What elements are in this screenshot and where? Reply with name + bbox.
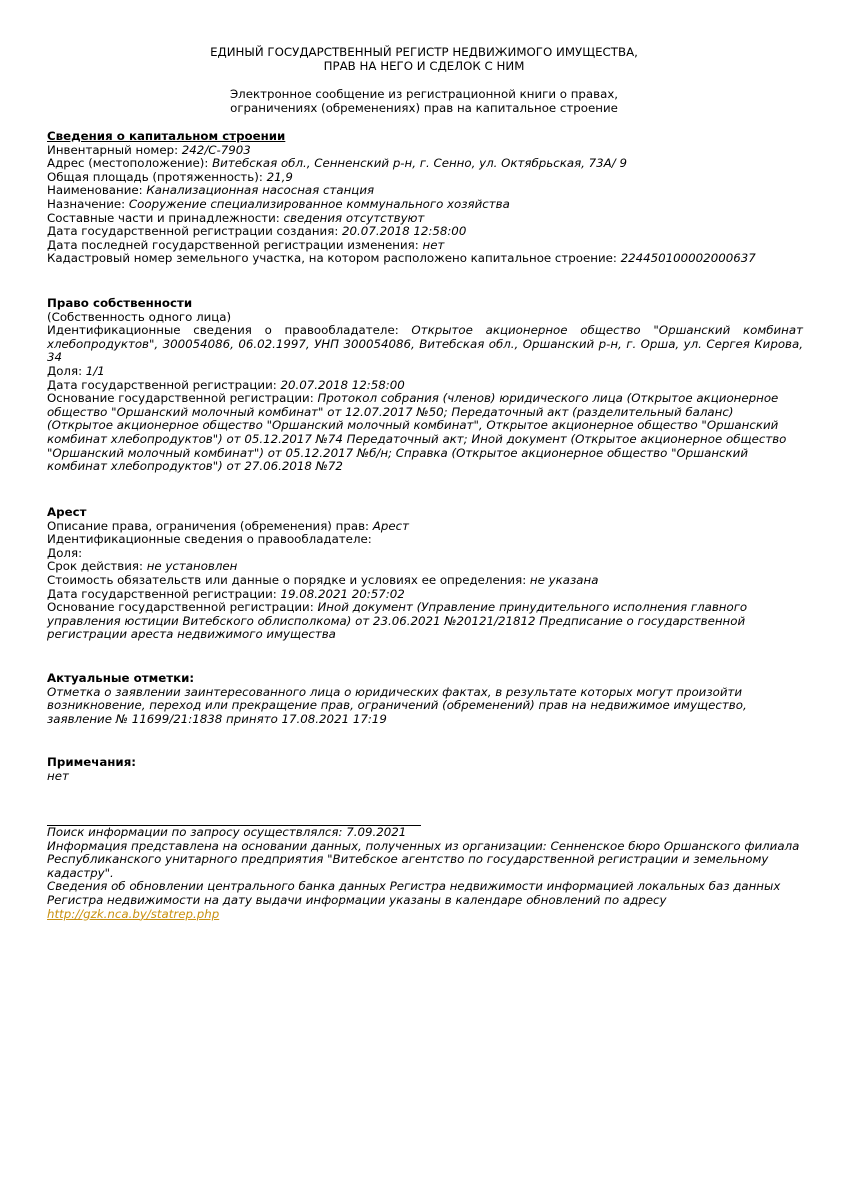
building-section-title: Сведения о капитальном строении bbox=[47, 129, 286, 143]
arrest-reg-date-label: Дата государственной регистрации: bbox=[47, 586, 281, 601]
created-label: Дата государственной регистрации создания: bbox=[47, 224, 343, 239]
building-section bbox=[47, 130, 803, 266]
changed-label: Дата последней государственной регистрации изменения: bbox=[47, 237, 423, 252]
arrest-cost-value: не указана bbox=[529, 572, 599, 587]
marks-section bbox=[47, 672, 803, 726]
message-subtitle bbox=[0, 88, 848, 115]
share-label: Доля: bbox=[47, 363, 86, 378]
cadastral-number bbox=[47, 252, 803, 266]
parts-label: Составные части и принадлежности: bbox=[47, 210, 284, 225]
created-value: 20.07.2018 12:58:00 bbox=[342, 224, 467, 239]
holder-label: Идентификационные сведения о правообладателе: bbox=[47, 323, 412, 338]
message-subtitle-line2: ограничениях (обременениях) прав на капитальное строение bbox=[230, 100, 618, 115]
arrest-desc-label: Описание права, ограничения (обременения) прав: bbox=[47, 518, 373, 533]
arrest-description bbox=[47, 520, 803, 534]
area-label: Общая площадь (протяженность): bbox=[47, 169, 267, 184]
basis-value: Протокол собрания (членов) юридического лица (Открытое акционерное общество "Оршанский молочный комбинат" от 12.07.2017 №50; Передаточный акт (разделительный баланс) (Открытое акционерное общество "Оршанский молочный комбинат", Открытое акционерное общество "Оршанский комбинат хлебопродуктов") от 05.12.2017 №74 Передаточный акт; Иной документ (Открытое акционерное общество "Оршанский молочный комбинат") от 05.12.2017 №б/н; Справка (Открытое акционерное общество "Оршанский комбинат хлебопродуктов") от 27.06.2018 №72 bbox=[47, 391, 787, 474]
search-info: Поиск информации по запросу осуществлялся: 7.09.2021 bbox=[47, 825, 407, 839]
ownership-basis bbox=[47, 392, 803, 474]
change-date bbox=[47, 239, 803, 253]
parts-value: сведения отсутствуют bbox=[283, 210, 425, 225]
arrest-term bbox=[47, 560, 803, 574]
address-value: Витебская обл., Сенненский р-н, г. Сенно, ул. Октябрьская, 73А/ 9 bbox=[212, 156, 627, 171]
arrest-desc-value: Арест bbox=[372, 518, 409, 533]
purpose-label: Назначение: bbox=[47, 196, 129, 211]
arrest-term-value: не установлен bbox=[146, 559, 238, 574]
name-label: Наименование: bbox=[47, 183, 147, 198]
reg-date-label: Дата государственной регистрации: bbox=[47, 377, 281, 392]
address bbox=[47, 157, 803, 171]
arrest-section-title: Арест bbox=[47, 505, 87, 519]
basis-label: Основание государственной регистрации: bbox=[47, 391, 318, 406]
arrest-cost bbox=[47, 574, 803, 588]
parts bbox=[47, 212, 803, 226]
inventory-value: 242/С-7903 bbox=[181, 142, 251, 157]
area-value: 21,9 bbox=[266, 169, 293, 184]
changed-value: нет bbox=[422, 237, 445, 252]
calendar-link[interactable]: http://gzk.nca.by/statrep.php bbox=[47, 906, 220, 921]
arrest-holder: Идентификационные сведения о правообладателе: bbox=[47, 532, 372, 547]
reg-date-value: 20.07.2018 12:58:00 bbox=[280, 377, 405, 392]
register-title-line1: ЕДИНЫЙ ГОСУДАРСТВЕННЫЙ РЕГИСТР НЕДВИЖИМОГО ИМУЩЕСТВА, bbox=[210, 45, 638, 59]
cadastral-label: Кадастровый номер земельного участка, на котором расположено капитальное строение: bbox=[47, 251, 621, 266]
arrest-reg-date-value: 19.08.2021 20:57:02 bbox=[280, 586, 405, 601]
holder-value: Открытое акционерное общество "Оршанский комбинат хлебопродуктов", 300054086, 06.02.1997, УНП 300054086, Витебская обл., Оршанский р-н, г. Орша, ул. Сергея Кирова, 34 bbox=[47, 323, 803, 365]
arrest-basis bbox=[47, 601, 803, 642]
notes-section-title: Примечания: bbox=[47, 755, 136, 769]
marks-section-title: Актуальные отметки: bbox=[47, 671, 195, 685]
arrest-reg-date bbox=[47, 588, 803, 602]
inventory-label: Инвентарный номер: bbox=[47, 142, 182, 157]
arrest-section bbox=[47, 506, 803, 642]
building-name bbox=[47, 184, 803, 198]
notes-section bbox=[47, 756, 803, 783]
ownership-section bbox=[47, 297, 803, 474]
footer bbox=[47, 826, 803, 921]
address-label: Адрес (местоположение): bbox=[47, 156, 213, 171]
area bbox=[47, 171, 803, 185]
register-title bbox=[0, 46, 848, 73]
arrest-cost-label: Стоимость обязательств или данные о порядке и условиях ее определения: bbox=[47, 572, 530, 587]
arrest-share: Доля: bbox=[47, 545, 83, 560]
arrest-basis-label: Основание государственной регистрации: bbox=[47, 600, 318, 615]
cadastral-value: 224450100002000637 bbox=[620, 251, 756, 266]
arrest-term-label: Срок действия: bbox=[47, 559, 147, 574]
arrest-basis-value: Иной документ (Управление принудительного исполнения главного управления юстиции Витебского облисполкома) от 23.06.2021 №20121/21812 Предписание о государственной регистрации ареста недвижимого имущества bbox=[47, 600, 748, 642]
source-info: Информация представлена на основании данных, полученных из организации: Сенненское бюро Оршанского филиала Республиканского унитарного предприятия "Витебское агентство по государственной регистрации и земельному кадастру". bbox=[47, 838, 800, 880]
creation-date bbox=[47, 225, 803, 239]
inventory-number bbox=[47, 144, 803, 158]
share-value: 1/1 bbox=[85, 363, 105, 378]
name-value: Канализационная насосная станция bbox=[146, 183, 375, 198]
ownership-reg-date bbox=[47, 379, 803, 393]
purpose bbox=[47, 198, 803, 212]
purpose-value: Сооружение специализированное коммунального хозяйства bbox=[128, 196, 510, 211]
update-info: Сведения об обновлении центрального банка данных Регистра недвижимости информацией локальных баз данных Регистра недвижимости на дату выдачи информации указаны в календаре обновлений по адресу bbox=[47, 879, 781, 907]
ownership-holder bbox=[47, 324, 803, 365]
marks-text: Отметка о заявлении заинтересованного лица о юридических фактах, в результате которых могут произойти возникновение, переход или прекращение прав, ограничений (обременений) прав на недвижимое имущество, заявление № 11699/21:1838 принято 17.08.2021 17:19 bbox=[47, 684, 747, 726]
ownership-subtitle: (Собственность одного лица) bbox=[47, 309, 232, 324]
ownership-share bbox=[47, 365, 803, 379]
message-subtitle-line1: Электронное сообщение из регистрационной книги о правах, bbox=[229, 87, 619, 101]
notes-text: нет bbox=[47, 768, 69, 783]
register-title-line2: ПРАВ НА НЕГО И СДЕЛОК С НИМ bbox=[323, 58, 525, 73]
ownership-section-title: Право собственности bbox=[47, 296, 193, 310]
